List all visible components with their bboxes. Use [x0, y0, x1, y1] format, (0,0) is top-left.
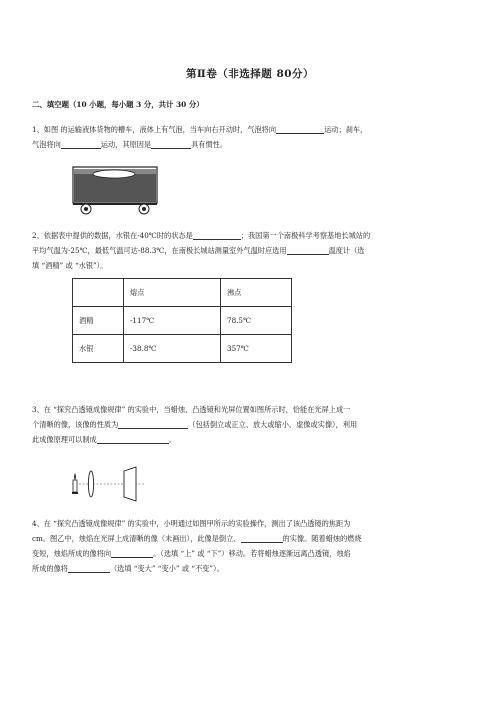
answer-blank[interactable] [287, 245, 329, 255]
answer-blank[interactable] [193, 230, 241, 240]
answer-blank[interactable] [118, 419, 188, 429]
question-1 [32, 124, 472, 150]
answer-blank[interactable] [97, 434, 169, 444]
table-cell: -38.8℃ [124, 335, 221, 363]
question-2-line-1: 2、依据表中提供的数据，水银在-40℃时的状态是 ；我国第一个南极科学考察基地长城站的 [32, 231, 371, 240]
question-1-line-2: 气泡将向 运动，其原因是 具有惯性。 [32, 140, 228, 150]
lens-experiment-figure [70, 464, 150, 506]
answer-blank[interactable] [241, 533, 283, 543]
table-row [73, 335, 292, 363]
question-1-line-1: 1、如图 的运输液体货物的槽车，液体上有气泡，当车向右开动时，气泡将向 运动；刹车， [32, 125, 368, 134]
question-4-line-1: 4、在 “探究凸透镜成像规律” 的实验中，小明通过如图甲所示的实验操作，测出了该凸透镜的焦距为 [32, 519, 351, 528]
table-header-cell: 熔点 [124, 279, 221, 307]
table-header-row [73, 279, 292, 307]
table-cell: 水银 [73, 335, 124, 363]
table-header-cell [73, 279, 124, 307]
tank-car-figure [72, 165, 160, 217]
answer-blank[interactable] [61, 139, 101, 149]
section-heading: 二、填空题（10 小题，每小题 3 分，共计 30 分） [32, 100, 204, 109]
answer-blank[interactable] [151, 139, 191, 149]
table-cell: -117℃ [124, 307, 221, 335]
question-3 [32, 404, 472, 445]
question-3-line-2: 个清晰的像，该像的性质为 （包括倒立或正立、放大或缩小、虚像或实像），利用 [32, 420, 358, 430]
question-4-line-2: cm。图乙中，烛焰在光屏上成清晰的像（未画出），此像是倒立、 的实像。随着蜡烛的燃烧 [32, 534, 362, 544]
table-row [73, 307, 292, 335]
question-4 [32, 518, 472, 575]
question-3-line-1: 3、在 “探究凸透镜成像规律” 的实验中，当蜡烛、凸透镜和光屏位置如图所示时，恰能在光屏上成一 [32, 405, 351, 414]
question-2 [32, 230, 472, 271]
question-3-line-3: 此成像原理可以制成 。 [32, 435, 176, 445]
question-2-line-2: 平均气温为-25℃，最低气温可达-88.3℃，在南极长城站测量室外气温时应选用 温度计（选 [32, 246, 365, 256]
question-4-line-3: 变短，烛焰所成的像将向 。（选填 “上” 或 “下”）移动。若将蜡烛逐渐远离凸透镜，烛焰 [32, 549, 351, 559]
question-2-line-3: 填 “酒精” 或 “水银”）。 [32, 261, 108, 271]
answer-blank[interactable] [276, 124, 324, 134]
table-cell: 78.5℃ [221, 307, 292, 335]
question-4-line-4: 所成的像将 （选填 “变大” “变小” 或 “不变”）。 [32, 564, 224, 574]
data-table [72, 278, 292, 363]
table-header-cell: 沸点 [221, 279, 292, 307]
answer-blank[interactable] [68, 563, 110, 573]
table-cell: 酒精 [73, 307, 124, 335]
table-cell: 357℃ [221, 335, 292, 363]
page-title: 第Ⅱ卷（非选择题 80分） [185, 68, 315, 80]
answer-blank[interactable] [111, 548, 153, 558]
